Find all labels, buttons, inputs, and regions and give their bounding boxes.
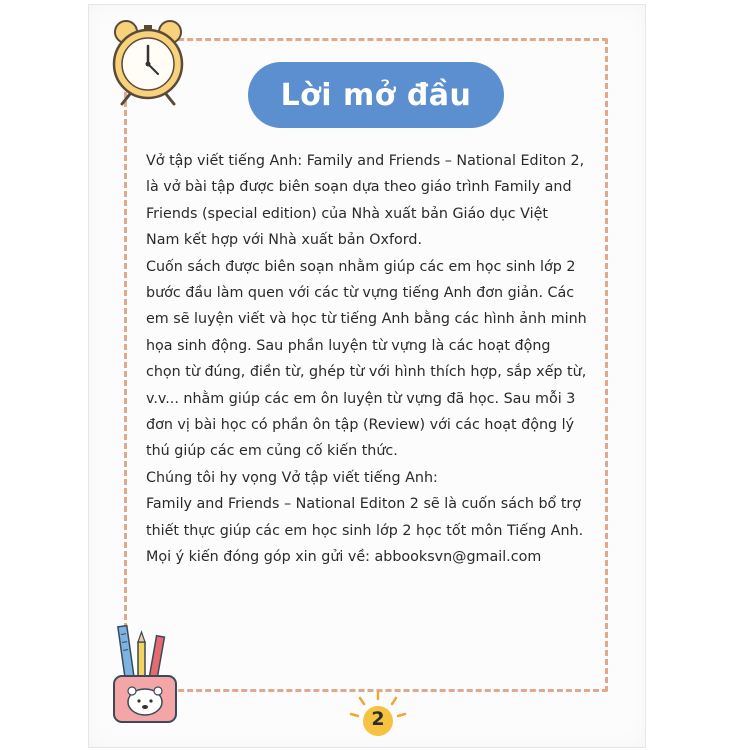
paragraph (146, 148, 616, 254)
pencil-cup-icon (108, 622, 184, 726)
text-line: Chúng tôi hy vọng Vở tập viết tiếng Anh: (146, 469, 438, 486)
text-line: Nam kết hợp với Nhà xuất bản Oxford. (146, 232, 422, 249)
text-line: Cuốn sách được biên soạn nhằm giúp các em học sinh lớp 2 (146, 258, 576, 275)
alarm-clock-icon (100, 12, 196, 108)
preface-text (146, 148, 616, 571)
text-line: đơn vị bài học có phần ôn tập (Review) với các hoạt động lý (146, 417, 575, 434)
text-line: chọn từ đúng, điền từ, ghép từ với hình thích hợp, sắp xếp từ, (146, 364, 587, 381)
text-line: em sẽ luyện viết và học từ tiếng Anh bằng các hình ảnh minh (146, 311, 587, 328)
text-line: Family and Friends – National Editon 2 sẽ là cuốn sách bổ trợ (146, 496, 582, 513)
paragraph (146, 465, 616, 571)
text-line: v.v... nhằm giúp các em ôn luyện từ vựng đã học. Sau mỗi 3 (146, 390, 576, 407)
text-line: là vở bài tập được biên soạn dựa theo giáo trình Family and (146, 179, 572, 196)
title-banner (248, 62, 504, 128)
text-line: Friends (special edition) của Nhà xuất bản Giáo dục Việt (146, 205, 548, 222)
page-title: Lời mở đầu (280, 77, 472, 113)
text-line: họa sinh động. Sau phần luyện từ vựng là các hoạt động (146, 337, 551, 354)
text-line: thú giúp các em củng cố kiến thức. (146, 443, 398, 460)
text-line: Mọi ý kiến đóng góp xin gửi về: abbooksvn@gmail.com (146, 549, 542, 566)
page-number: 2 (371, 708, 385, 730)
text-line: bước đầu làm quen với các từ vựng tiếng Anh đơn giản. Các (146, 285, 575, 302)
text-line: Vở tập viết tiếng Anh: Family and Friends – National Editon 2, (146, 153, 585, 169)
text-line: thiết thực giúp các em học sinh lớp 2 học tốt môn Tiếng Anh. (146, 522, 584, 539)
paragraph (146, 254, 616, 465)
